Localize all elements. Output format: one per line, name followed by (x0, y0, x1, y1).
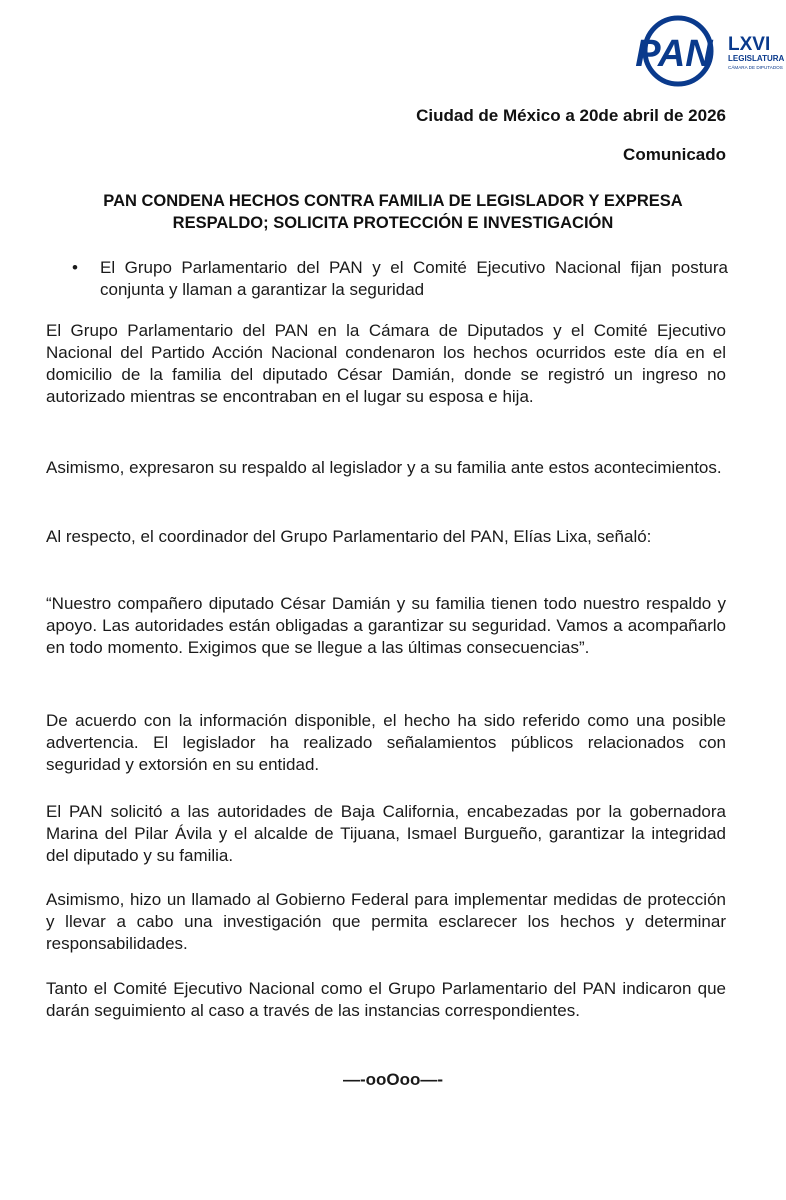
body-paragraph: Asimismo, hizo un llamado al Gobierno Federal para implementar medidas de protección y llevar a cabo una investigación que permita esclarecer los hechos y determinar responsabilidades. (46, 890, 726, 953)
headline-line: RESPALDO; SOLICITA PROTECCIÓN E INVESTIGACIÓN (172, 214, 614, 232)
headline-line: PAN CONDENA HECHOS CONTRA FAMILIA DE LEGISLADOR Y EXPRESA (103, 192, 683, 210)
body-paragraph: De acuerdo con la información disponible, el hecho ha sido referido como una posible advertencia. El legislador ha realizado señalamientos públicos relacionados con seguridad y extorsión en su entidad. (46, 711, 726, 774)
headline (60, 190, 726, 234)
closing-mark: —-ooOoo—- (342, 1070, 444, 1089)
pan-logo (635, 14, 785, 88)
body-paragraph: Al respecto, el coordinador del Grupo Parlamentario del PAN, Elías Lixa, señaló: (46, 527, 652, 546)
logo-pan-text: PAN (635, 33, 713, 75)
logo-legislature-label: LEGISLATURA (728, 54, 785, 63)
body-paragraph: Asimismo, expresaron su respaldo al legislador y a su familia ante estos acontecimientos. (46, 458, 722, 477)
body-paragraph: Tanto el Comité Ejecutivo Nacional como el Grupo Parlamentario del PAN indicaron que darán seguimiento al caso a través de las instancias correspondientes. (46, 979, 726, 1020)
quote-paragraph: “Nuestro compañero diputado César Damián y su familia tienen todo nuestro respaldo y apoyo. Las autoridades están obligadas a garantizar su seguridad. Vamos a acompañarlo en todo momento. Exigimos que se llegue a las últimas consecuencias”. (46, 594, 726, 657)
logo-chamber-label: CÁMARA DE DIPUTADOS (728, 65, 783, 70)
bullet-list (72, 257, 728, 301)
date-line: Ciudad de México a 20de abril de 2026 (416, 106, 726, 125)
body-paragraph: El Grupo Parlamentario del PAN en la Cámara de Diputados y el Comité Ejecutivo Nacional del Partido Acción Nacional condenaron los hechos ocurridos este día en el domicilio de la familia del diputado César Damián, donde se registró un ingreso no autorizado mientras se encontraban en el lugar su esposa e hija. (46, 321, 726, 406)
document-type: Comunicado (623, 145, 726, 164)
logo-legislature-numeral: LXVI (728, 34, 771, 55)
bullet-dot-icon: • (72, 258, 78, 277)
body-paragraph: El PAN solicitó a las autoridades de Baja California, encabezadas por la gobernadora Marina del Pilar Ávila y el alcalde de Tijuana, Ismael Burgueño, garantizar la integridad del diputado y su familia. (46, 802, 726, 865)
bullet-item: El Grupo Parlamentario del PAN y el Comité Ejecutivo Nacional fijan postura conjunta y llaman a garantizar la seguridad (100, 258, 728, 299)
